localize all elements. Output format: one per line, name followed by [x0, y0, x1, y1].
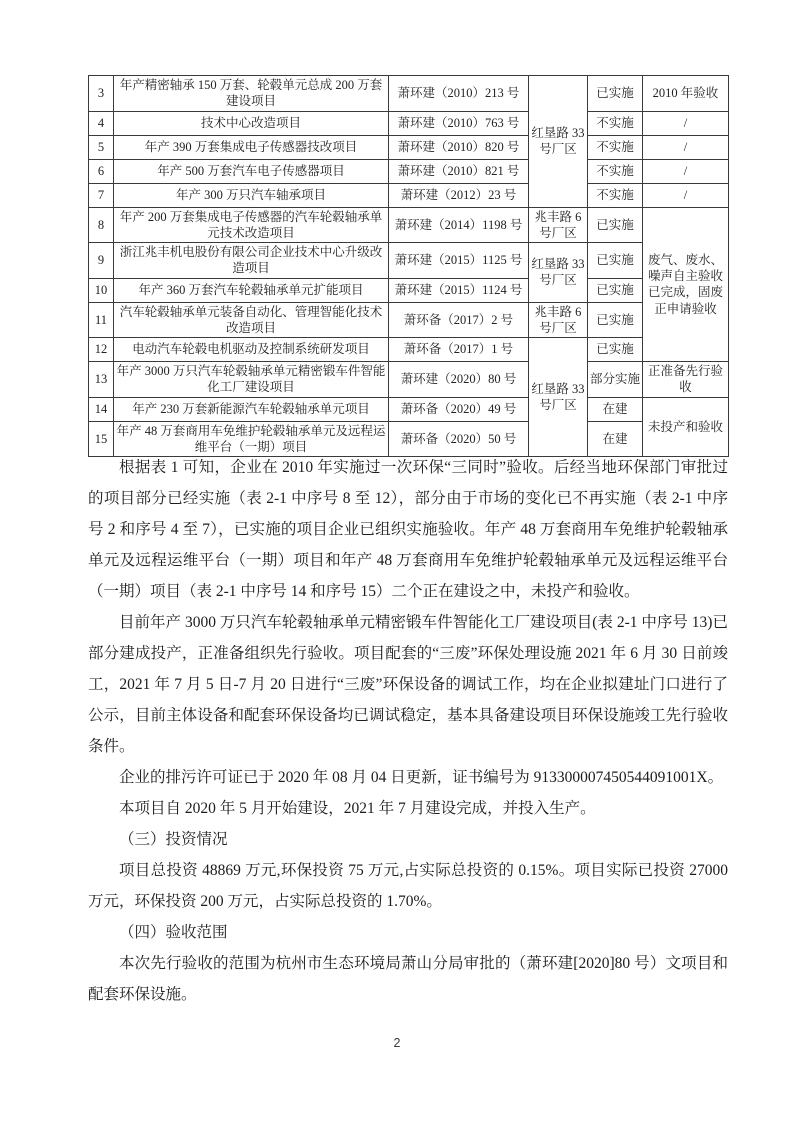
table-row [89, 159, 729, 183]
cell-status: 不实施 [588, 159, 643, 183]
cell-no: 12 [89, 338, 114, 362]
cell-no: 7 [89, 183, 114, 207]
cell-no: 11 [89, 302, 114, 338]
table-row [89, 338, 729, 362]
paragraph-summary: 根据表 1 可知，企业在 2010 年实施过一次环保“三同时”验收。后经当地环保部门审批过的项目部分已经实施（表 2-1 中序号 8 至 12），部分由于市场的变化已不再实施（表 2-1 中序号 2 和序号 4 至 7），已实施的项目企业已组织实施验收。年产 48 万套商用车免维护轮毂轴承单元及远程运维平台（一期）项目和年产 48 万套商用车免维护轮毂轴承单元及远程运维平台（一期）项目（表 2-1 中序号 14 和序号 15）二个正在建设之中，未投产和验收。 [88, 459, 728, 600]
project-table [88, 75, 729, 457]
paragraph-permit: 企业的排污许可证已于 2020 年 08 月 04 日更新，证书编号为 913300007450544091001X。 [119, 769, 724, 786]
cell-status: 不实施 [588, 135, 643, 159]
cell-doc: 萧环建（2010）213 号 [389, 76, 529, 112]
cell-name: 年产 300 万只汽车轴承项目 [114, 183, 389, 207]
cell-status: 已实施 [588, 302, 643, 338]
cell-location: 红垦路 33 号厂区 [529, 243, 588, 303]
cell-location: 兆丰路 6 号厂区 [529, 207, 588, 243]
cell-doc: 萧环建（2014）1198 号 [389, 207, 529, 243]
table-row [89, 243, 729, 279]
section-heading-investment: （三）投资情况 [119, 831, 228, 848]
cell-no: 14 [89, 397, 114, 421]
cell-doc: 萧环建（2010）820 号 [389, 135, 529, 159]
cell-doc: 萧环建（2015）1124 号 [389, 278, 529, 302]
cell-remark: 2010 年验收 [643, 76, 729, 112]
cell-status: 在建 [588, 397, 643, 421]
table-row [89, 302, 729, 338]
cell-name: 年产 48 万套商用车免维护轮毂轴承单元及远程运维平台（一期）项目 [114, 421, 389, 457]
cell-doc: 萧环备（2020）49 号 [389, 397, 529, 421]
cell-location: 红垦路 33 号厂区 [529, 76, 588, 208]
cell-location: 红垦路 33 号厂区 [529, 338, 588, 457]
cell-no: 3 [89, 76, 114, 112]
cell-location: 兆丰路 6 号厂区 [529, 302, 588, 338]
cell-doc: 萧环建（2010）763 号 [389, 111, 529, 135]
cell-name: 年产 200 万套集成电子传感器的汽车轮毂轴承单元技术改造项目 [114, 207, 389, 243]
project-table-wrap [88, 75, 728, 457]
cell-status: 已实施 [588, 207, 643, 243]
table-row [89, 135, 729, 159]
cell-status: 不实施 [588, 183, 643, 207]
table-row [89, 111, 729, 135]
table-row [89, 76, 729, 112]
cell-name: 浙江兆丰机电股份有限公司企业技术中心升级改造项目 [114, 243, 389, 279]
cell-name: 年产精密轴承 150 万套、轮毂单元总成 200 万套建设项目 [114, 76, 389, 112]
cell-no: 15 [89, 421, 114, 457]
cell-status: 已实施 [588, 338, 643, 362]
cell-remark: 正准备先行验收 [643, 362, 729, 398]
cell-doc: 萧环备（2020）50 号 [389, 421, 529, 457]
cell-doc: 萧环建（2015）1125 号 [389, 243, 529, 279]
section-heading-acceptance-scope: （四）验收范围 [119, 924, 228, 941]
cell-doc: 萧环建（2012）23 号 [389, 183, 529, 207]
table-row [89, 362, 729, 398]
cell-status: 已实施 [588, 76, 643, 112]
cell-no: 13 [89, 362, 114, 398]
paragraph-acceptance-scope: 本次先行验收的范围为杭州市生态环境局萧山分局审批的（萧环建[2020]80 号）文项目和配套环保设施。 [88, 955, 728, 1003]
cell-remark: / [643, 159, 729, 183]
cell-name: 年产 3000 万只汽车轮毂轴承单元精密锻车件智能化工厂建设项目 [114, 362, 389, 398]
cell-no: 9 [89, 243, 114, 279]
paragraph-current-project: 目前年产 3000 万只汽车轮毂轴承单元精密锻车件智能化工厂建设项目(表 2-1 中序号 13)已部分建成投产，正准备组织先行验收。项目配套的“三废”环保处理设施 2021 年 6 月 30 日前竣工，2021 年 7 月 5 日-7 月 20 日进行“三废”环保设备的调试工作，均在企业拟建址门口进行了公示，目前主体设备和配套环保设备均已调试稳定，基本具备建设项目环保设施竣工先行验收条件。 [88, 614, 728, 755]
cell-status: 已实施 [588, 278, 643, 302]
cell-name: 年产 500 万套汽车电子传感器项目 [114, 159, 389, 183]
document-body [88, 452, 728, 1010]
cell-remark: / [643, 135, 729, 159]
cell-remark: 废气、废水、噪声自主验收已完成，固废正申请验收 [643, 207, 729, 362]
cell-name: 电动汽车轮毂电机驱动及控制系统研发项目 [114, 338, 389, 362]
cell-remark: / [643, 111, 729, 135]
cell-no: 10 [89, 278, 114, 302]
cell-remark: 未投产和验收 [643, 397, 729, 457]
cell-status: 部分实施 [588, 362, 643, 398]
cell-doc: 萧环备（2017）1 号 [389, 338, 529, 362]
cell-status: 不实施 [588, 111, 643, 135]
cell-name: 年产 230 万套新能源汽车轮毂轴承单元项目 [114, 397, 389, 421]
table-row [89, 397, 729, 421]
cell-doc: 萧环建（2010）821 号 [389, 159, 529, 183]
paragraph-construction-period: 本项目自 2020 年 5 月开始建设，2021 年 7 月建设完成，并投入生产。 [119, 800, 596, 817]
cell-no: 4 [89, 111, 114, 135]
table-row [89, 278, 729, 302]
cell-name: 汽车轮毂轴承单元装备自动化、管理智能化技术改造项目 [114, 302, 389, 338]
cell-name: 年产 360 万套汽车轮毂轴承单元扩能项目 [114, 278, 389, 302]
cell-doc: 萧环建（2020）80 号 [389, 362, 529, 398]
cell-status: 在建 [588, 421, 643, 457]
cell-name: 年产 390 万套集成电子传感器技改项目 [114, 135, 389, 159]
cell-remark: / [643, 183, 729, 207]
table-row [89, 183, 729, 207]
paragraph-investment: 项目总投资 48869 万元,环保投资 75 万元,占实际总投资的 0.15%。项目实际已投资 27000 万元，环保投资 200 万元，占实际总投资的 1.70%。 [88, 862, 728, 910]
cell-name: 技术中心改造项目 [114, 111, 389, 135]
cell-no: 6 [89, 159, 114, 183]
cell-no: 5 [89, 135, 114, 159]
cell-doc: 萧环备（2017）2 号 [389, 302, 529, 338]
table-row [89, 207, 729, 243]
cell-no: 8 [89, 207, 114, 243]
cell-status: 已实施 [588, 243, 643, 279]
page-number: 2 [393, 1036, 401, 1050]
